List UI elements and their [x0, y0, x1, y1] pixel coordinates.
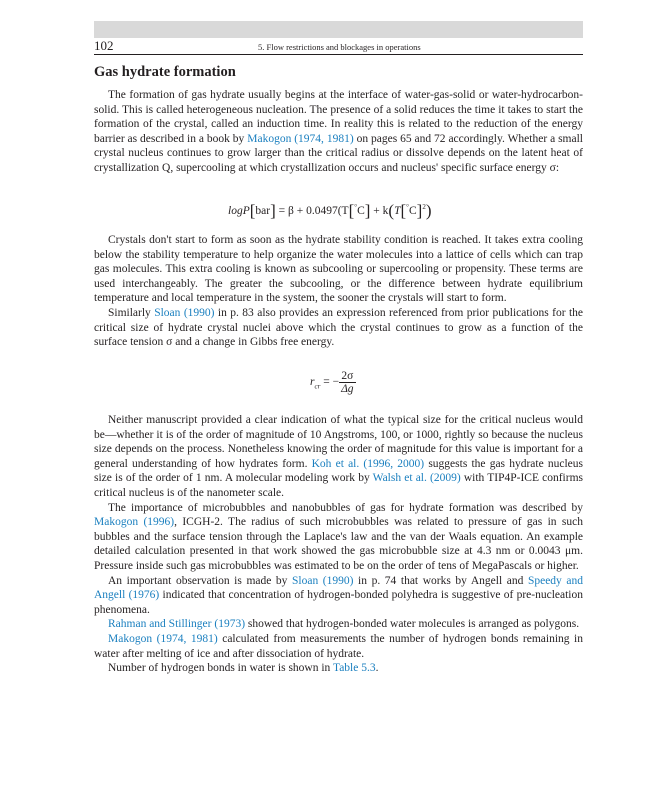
page-number: 102: [94, 38, 114, 53]
paragraph: [94, 88, 583, 176]
eq-sub: cr: [314, 382, 321, 391]
eq-equals: = −: [320, 376, 340, 389]
eq-c: C: [357, 205, 365, 217]
text-block-1: [94, 88, 583, 176]
text: The formation of gas hydrate usually begins at the interface of water-gas-solid or water-hydrocarbon-solid. This is called heterogeneous nucleation. The presence of a solid reduces the time it takes to start the formation of the crystal, called an induction time. In reality this is related to the reduction of the energy barrier as described in a book by: [94, 89, 583, 145]
paragraph: [94, 306, 583, 350]
paragraph: Crystals don't start to form as soon as the hydrate stability condition is reached. It takes extra cooling below the stability temperature to help organize the water molecules into a lattice of cells which can trap gas molecules. This extra cooling is known as subcooling or supercooling or propensity. These terms are used interchangeably. The greater the subcooling, or the difference between hydrate equilibrium temperature and local temperature in the system, the sooner the crystals will start to form.: [94, 234, 583, 305]
citation-link[interactable]: Makogon (1974, 1981): [247, 132, 354, 145]
equation-1: $\log P[bar] = \beta + 0.0497(T[^\circ C] + k(T[^\circ C]^2)$: [228, 201, 432, 220]
citation-link[interactable]: Walsh et al. (2009): [372, 472, 461, 485]
eq-power: 2: [422, 203, 426, 212]
citation-link[interactable]: Speedy and Angell (1976): [94, 574, 583, 602]
text: Neither manuscript provided a clear indication of what the typical size for the critical nucleus would be—whether it is of the order of magnitude of 10 Angstroms, 100, or 1000, rightly so because the nucleus size depends on the process. Nonetheless knowing the order of magnitude for this value is important for a general understanding of how hydrates form.: [94, 414, 583, 470]
text: The importance of microbubbles and nanobubbles of gas for hydrate formation was described by: [108, 501, 583, 514]
header-rule: [94, 54, 583, 55]
eq-lhs: logP: [228, 205, 250, 217]
eq-deg: °: [354, 203, 358, 212]
paragraph: [94, 501, 583, 574]
text-block-3: [94, 413, 583, 676]
header-bar: [94, 21, 583, 38]
text: on pages 65 and 72 accordingly. Whether a small crystal nucleus continues to grow larger than the critical radius or dissolve depends on the latent heat of crystallization Q, supercooling at which crystallization occurs and nucleus' specific surface energy σ:: [94, 132, 583, 174]
text: , ICGH-2. The radius of such microbubbles was related to pressure of gas in such bubbles and the surface tension through the Laplace's law and the van der Waals equation. An example detailed calculation presented in that work showed the gas microbubble size at 4.3 nm or 0.0043 μm. Pressure inside such gas microbubbles was estimated to be on the order of tens of MegaPascals or higher.: [94, 516, 583, 572]
section-title: Gas hydrate formation: [94, 64, 236, 80]
eq-plus: + k: [370, 205, 389, 217]
numerator: 2σ: [339, 370, 356, 383]
eq-deg: °: [406, 203, 409, 212]
citation-link[interactable]: Sloan (1990): [154, 306, 215, 319]
equation-2: [310, 370, 356, 395]
citation-link[interactable]: Makogon (1974, 1981): [108, 632, 218, 645]
text: Similarly: [108, 306, 155, 319]
text: indicated that concentration of hydrogen-bonded polyhedra is suggestive of pre-nucleation phenomena.: [94, 589, 583, 616]
citation-link[interactable]: Makogon (1996): [94, 516, 175, 529]
eq-mid: = β + 0.0497(T: [275, 205, 349, 217]
paragraph: [94, 413, 583, 501]
text: with TIP4P-ICE confirms critical nucleus is of the nanometer scale.: [94, 472, 583, 499]
text: suggests the gas hydrate nucleus size is of the order of 1 nm. A molecular modeling work by: [94, 457, 583, 485]
fraction: [339, 370, 356, 395]
citation-link[interactable]: Rahman and Stillinger (1973): [108, 618, 246, 631]
paragraph: [94, 617, 583, 632]
eq-unit: bar: [255, 205, 271, 217]
citation-link[interactable]: Sloan (1990): [292, 574, 354, 587]
paragraph: [94, 661, 583, 676]
running-head: 5. Flow restrictions and blockages in operations: [258, 42, 421, 52]
text: in p. 83 also provides an expression referenced from prior publications for the critical size of hydrate crystal nuclei above which the crystal continues to grow as a function of the surface tension σ and a change in Gibbs free energy.: [94, 306, 583, 349]
paragraph: [94, 632, 583, 661]
text: showed that hydrogen-bonded water molecules is arranged as polygons.: [245, 618, 580, 631]
text: An important observation is made by: [108, 574, 293, 587]
citation-link[interactable]: Koh et al. (1996, 2000): [311, 457, 425, 470]
eq-c: C: [408, 205, 417, 217]
text: in p. 74 that works by Angell and: [353, 574, 528, 587]
text-block-2: [94, 233, 583, 350]
text: calculated from measurements the number of hydrogen bonds remaining in water after melting of ice and after dissociation of hydrate.: [94, 632, 583, 660]
text: .: [375, 662, 379, 675]
denominator: Δg: [341, 383, 354, 395]
table-link[interactable]: Table 5.3: [332, 662, 376, 675]
eq-lhs: r: [310, 376, 315, 389]
text: Number of hydrogen bonds in water is shown in: [108, 662, 333, 675]
paragraph: [94, 574, 583, 618]
